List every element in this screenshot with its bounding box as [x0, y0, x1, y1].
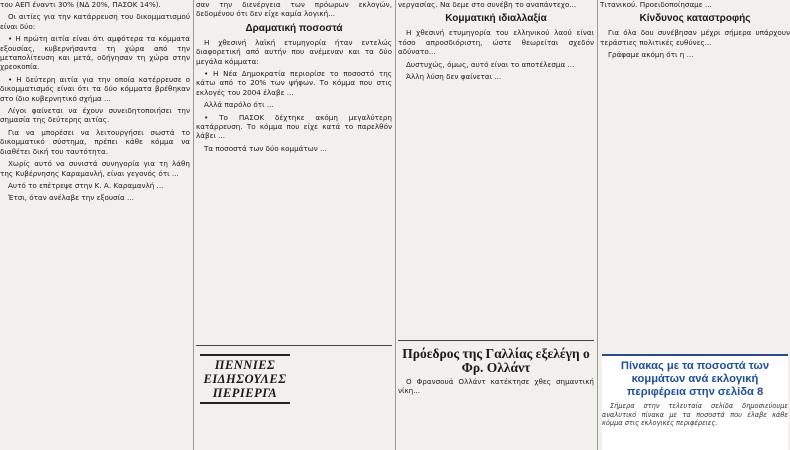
- masthead-line-3: ΠΕΡΙΕΡΓΑ: [212, 386, 278, 400]
- horizontal-rule: [398, 340, 594, 341]
- notice-text: Σήμερα στην τελευταία σελίδα δημοσιεύουμε αναλυτικό πίνακα με τα ποσοστά που έλαβε κάθε κόμμα στις εκλογικές περιφέρειες.: [602, 402, 788, 427]
- column-1: [0, 0, 190, 450]
- col2-top: σαν την διενέργεια των πρόωρων εκλογών, δεδομένου ότι δεν είχε καμία λογική...: [196, 0, 392, 19]
- col1-top: του ΑΕΠ έναντι 30% (ΝΔ 20%, ΠΑΣΟΚ 14%).: [0, 0, 161, 9]
- section-heading: Δραματική ποσοστά: [245, 22, 343, 34]
- col2-p1: Η χθεσινή λαϊκή ετυμηγορία ήταν εντελώς διαφορετική από αυτήν που ανέμεναν και τα δύο μεγάλα κόμματα:: [196, 37, 392, 66]
- masthead-title: [200, 354, 290, 404]
- col3-top: νεργασίας. Να δεμε στο συνέβη το αναπάντεχο...: [398, 0, 577, 9]
- col1-p5: Για να μπορέσει να λειτουργήσει σωστά το δικομματικό σύστημα, πρέπει κάθε κόμμα να διαθέτει δική του ταυτότητα.: [0, 127, 190, 156]
- article-headline: Πρόεδρος της Γαλλίας εξελέγη ο Φρ. Ολλάντ: [402, 346, 590, 375]
- col1-p3: • Η δεύτερη αιτία για την οποία κατέρρευσε ο δικομματισμός είναι ότι τα δύο κόμματα βρέθηκαν στο ίδιο κυβερνητικό σχήμα ...: [0, 74, 190, 103]
- table-notice-box: [602, 354, 788, 450]
- col1-p6: Χωρίς αυτό να συνιστά συνηγορία για τη λάθη της Κυβέρνησης Καραμανλή, είναι γεγονός ότι ...: [0, 159, 190, 178]
- col3-p2: Δυστυχώς, όμως, αυτό είναι το αποτέλεσμα ...: [406, 59, 575, 69]
- article-text: Ο Φρανσουά Ολλάντ κατέκτησε χθες σημαντική νίκη...: [398, 377, 594, 396]
- col2-p4: • Το ΠΑΣΟΚ δέχτηκε ακόμη μεγαλύτερη κατάρρευση. Το κόμμα που είχε κατά το παρελθόν λάβει ...: [196, 112, 392, 141]
- col4-p1: Για όλα δου συνέβησαν μέχρι σήμερα υπάρχουν τεράστιες πολιτικές ευθύνες...: [600, 28, 790, 47]
- col4-top: Τιτανικού. Προειδοποίησαμε ...: [600, 0, 712, 9]
- col2-p5: Τα ποσοστά των δύο κομμάτων ...: [204, 143, 327, 153]
- column-divider: [597, 0, 598, 450]
- notice-title: Πίνακας με τα ποσοστά των κομμάτων ανά εκλογική περιφέρεια στην σελίδα 8: [620, 360, 770, 398]
- col1-p7: Αυτό το επέτρεψε στην Κ. Α. Καραμανλή ...: [8, 180, 164, 190]
- col1-p2: • Η πρώτη αιτία είναι ότι αμφότερα τα κόμματα εξουσίας, κυβερνήσαντα τη χώρα από την μεταπολίτευση και μετά, οδήγησαν τη χώρα στην χρεοκοπία.: [0, 34, 190, 72]
- col1-p4: Λίγοι φαίνεται να έχουν συνειδητοποιήσει την σημασία της δεύτερης αιτίας.: [0, 106, 190, 125]
- masthead-line-1: ΠΕΝΝΙΕΣ: [214, 358, 276, 372]
- france-article: [398, 343, 594, 399]
- horizontal-rule: [196, 345, 392, 346]
- col2-p3: Αλλά παρόλο ότι ...: [204, 100, 274, 110]
- pennies-box: [196, 350, 294, 404]
- col1-p1: Οι αιτίες για την κατάρρευση του δικομματισμού είναι δύο:: [0, 12, 190, 31]
- section-heading: Κομματική ιδιαλλαξία: [445, 13, 547, 25]
- masthead-line-2: ΕΙΔΗΣΟΥΛΕΣ: [203, 372, 287, 386]
- col4-p2: Γράφαμε ακόμη ότι η ...: [608, 50, 694, 60]
- column-divider: [395, 0, 396, 450]
- col2-p2: • Η Νέα Δημοκρατία περιορίσε το ποσοστό της κάτω από το 20% των ψήφων. Το κόμμα που στις εκλογές του 2004 έλαβε ...: [196, 69, 392, 97]
- column-divider: [193, 0, 194, 450]
- col3-p3: Άλλη λύση δεν φαίνεται ...: [406, 72, 502, 82]
- col1-p8: Έτσι, όταν ανέλαβε την εξουσία ...: [8, 193, 134, 203]
- col3-p1: Η χθεσινή ετυμηγορία του ελληνικού λαού είναι τόσο απροσδιόριστη, ώστε θεωρείται σχεδόν αδύνατο...: [398, 28, 594, 57]
- section-heading: Κίνδυνος καταστροφής: [639, 13, 751, 25]
